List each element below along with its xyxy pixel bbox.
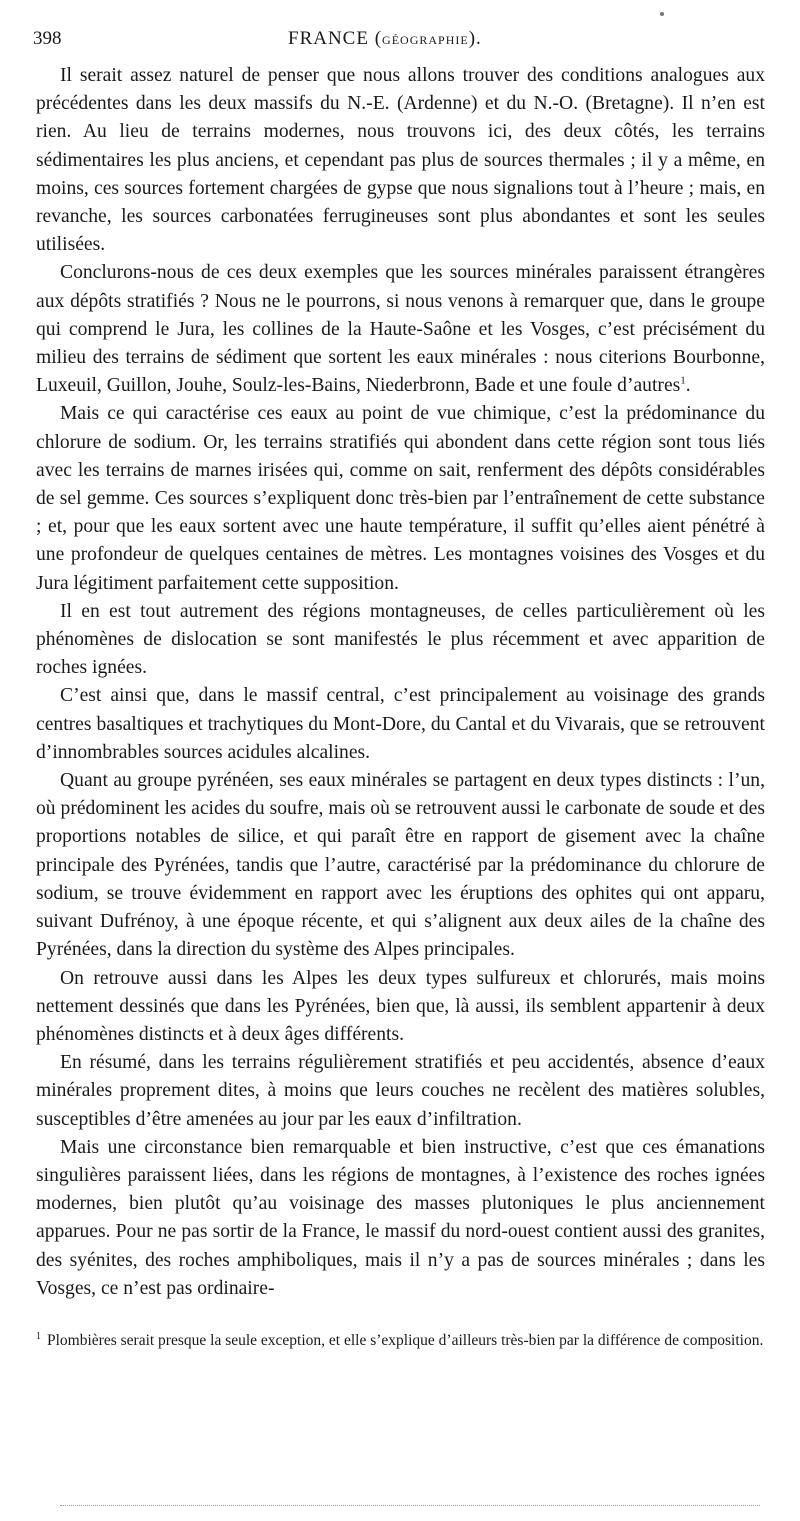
paragraph-9: Mais une circonstance bien remarquable et bien instructive, c’est que ces émanations singulières paraissent liées, dans les régions de montagnes, à l’existence des roches ignées modernes, bien plutôt qu’au voisinage des masses plutoniques le plus anciennement apparues. Pour ne pas sortir de la France, le massif du nord-ouest contient aussi des granites, des syénites, des roches amphiboliques, mais il n’y a pas de sources minérales ; dans les Vosges, ce n’est pas ordinaire- [36, 1136, 765, 1299]
paragraph-4: Il en est tout autrement des régions montagneuses, de celles particulièrement où les phénomènes de dislocation se sont manifestés le plus récemment et avec apparition de roches ignées. [36, 600, 765, 679]
body-text [36, 62, 765, 1303]
paragraph-1: Il serait assez naturel de penser que nous allons trouver des conditions analogues aux précédentes dans les deux massifs du N.-E. (Ardenne) et du N.-O. (Bretagne). Il n’en est rien. Au lieu de terrains modernes, nous trouvons ici, des deux côtés, les terrains sédimentaires les plus anciens, et cependant pas plus de sources thermales ; il y a même, en moins, ces sources fortement chargées de gypse que nous signalions tout à l’heure ; mais, en revanche, les sources carbonatées ferrugineuses sont plus abondantes et sont les seules utilisées. [36, 65, 765, 256]
running-head [288, 28, 482, 50]
paragraph-7: On retrouve aussi dans les Alpes les deux types sulfureux et chlorurés, mais moins nettement dessinés que dans les Pyrénées, bien que, là aussi, ils semblent appartenir à deux phénomènes distincts et à deux âges différents. [36, 967, 765, 1045]
paragraph-2: Conclurons-nous de ces deux exemples que les sources minérales paraissent étrangères aux dépôts stratifiés ? Nous ne le pourrons, si nous venons à remarquer que, dans le groupe qui comprend le Jura, les collines de la Haute-Saône et les Vosges, c’est précisément du milieu des terrains de sédiment que sortent les eaux minérales : nous citerions Bourbonne, Luxeuil, Guillon, Jouhe, Soulz-les-Bains, Niederbronn, Bade et une foule d’autres$^1$. [36, 262, 765, 397]
paragraph-8: En résumé, dans les terrains régulièrement stratifiés et peu accidentés, absence d’eaux minérales proprement dites, à moins que leurs couches ne recèlent des matières solubles, susceptibles d’être amenées au jour par les eaux d’infiltration. [36, 1052, 765, 1130]
paragraph-6: Quant au groupe pyrénéen, ses eaux minérales se partagent en deux types distincts : l’un, où prédominent les acides du soufre, mais où se retrouvent aussi le carbonate de soude et des proportions notables de silice, et qui paraît être en rapport de gisement avec la chaîne principale des Pyrénées, tandis que l’autre, caractérisé par la prédominance du chlorure de sodium, se trouve évidemment en rapport avec les éruptions des ophites qui ont apparu, suivant Dufrénoy, à une époque récente, et qui s’alignent aux deux ailes de la chaîne des Pyrénées, dans la direction du système des Alpes principales. [36, 770, 765, 961]
paragraph-2-text: Conclurons-nous de ces deux exemples que les sources minérales paraissent étrangères aux dépôts stratifiés ? Nous ne le pourrons, si nous venons à remarquer que, dans le groupe qui comprend le Jura, les collines de la Haute-Saône et les Vosges, c’est précisément du milieu des terrains de sédiment que sortent les eaux minérales : nous citerions Bourbonne, Luxeuil, Guillon, Jouhe, Soulz-les-Bains, Niederbronn, Bade et une foule d’autres [36, 262, 765, 397]
running-head-sub: GÉOGRAPHIE [382, 33, 469, 47]
running-head-end: ). [468, 28, 482, 49]
page-number: 398 [33, 28, 62, 49]
bottom-dotted-rule [60, 1505, 760, 1506]
footnote [36, 1330, 765, 1352]
paragraph-3: Mais ce qui caractérise ces eaux au point de vue chimique, c’est la prédominance du chlorure de sodium. Or, les terrains stratifiés qui abondent dans cette région sont tous liés avec les terrains de marnes irisées qui, comme on sait, renferment des dépôts considérables de sel gemme. Ces sources s’expliquent donc très-bien par l’entraînement de cette substance ; et, pour que les eaux sortent avec une haute température, il suffit qu’elles aient pénétré à une profondeur de quelques centaines de mètres. Les montagnes voisines des Vosges et du Jura légitiment parfaitement cette supposition. [36, 403, 765, 594]
paragraph-5: C’est ainsi que, dans le massif central, c’est principalement au voisinage des grands centres basaltiques et trachytiques du Mont-Dore, du Cantal et du Vivarais, que se retrouvent d’innombrables sources acidules alcalines. [36, 685, 765, 763]
page-header [33, 28, 770, 56]
running-head-main: FRANCE ( [288, 28, 383, 49]
footnote-number: 1 [36, 1330, 41, 1342]
ink-speck [660, 12, 664, 16]
footnote-reference: 1 [680, 374, 686, 387]
footnote-text: Plombières serait presque la seule exception, et elle s’explique d’ailleurs très-bien par la différence de composition. [47, 1332, 764, 1349]
